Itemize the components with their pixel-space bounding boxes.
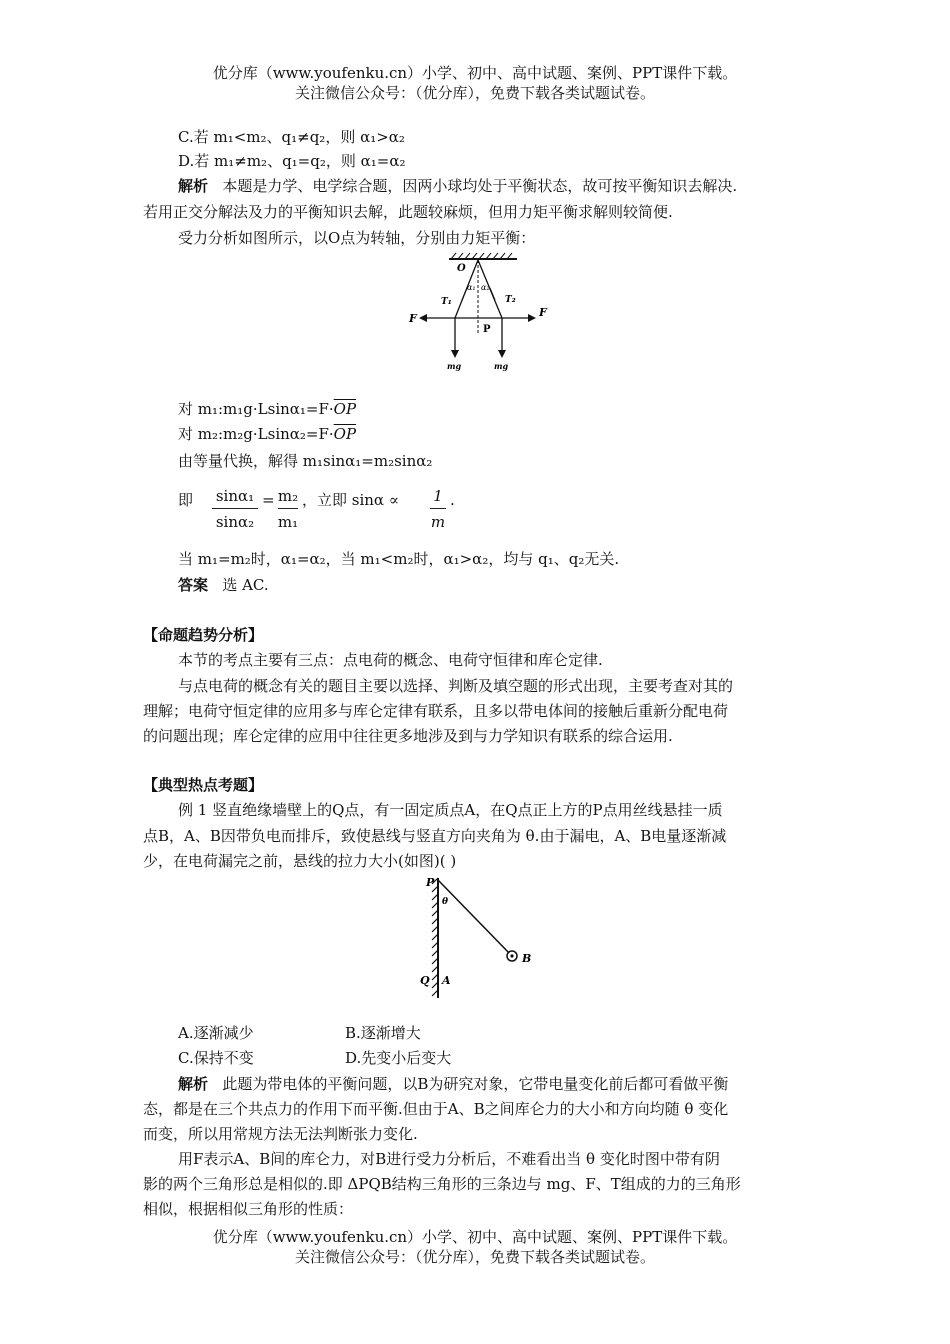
op-segment-1: $\overline{OP}$: [333, 400, 357, 418]
equation-substitution: 由等量代换，解得 m₁sinα₁=m₂sinα₂: [178, 452, 433, 470]
hot-analysis-text-1: 此题为带电体的平衡问题，以B为研究对象，它带电量变化前后都可看做平衡: [222, 1075, 729, 1093]
option-d-2: D.先变小后变大: [345, 1049, 452, 1067]
tension-arrow-2: [490, 288, 495, 300]
gravity-arrow-1: [451, 350, 459, 358]
frac1-num: sinα₁: [215, 487, 255, 505]
label-O: O: [457, 263, 466, 274]
option-d: D.若 m₁≠m₂、q₁=q₂，则 α₁=α₂: [178, 152, 406, 170]
equation-m2-text: 对 m₂:m₂g·Lsinα₂=F·: [178, 425, 334, 443]
label-F-right: F: [539, 306, 547, 319]
hot-para-l2: 影的两个三角形总是相似的.即 ΔPQB结构三角形的三条边与 mg、F、T组成的力的三角形: [143, 1175, 741, 1193]
trend-p1: 本节的考点主要有三点：点电荷的概念、电荷守恒律和库仑定律.: [178, 651, 603, 669]
frac3-den: m: [430, 513, 446, 531]
equals-sign: =: [262, 491, 275, 509]
answer-text: 选 AC.: [222, 576, 269, 594]
option-b-2: B.逐渐增大: [345, 1024, 421, 1042]
hot-para-l1: 用F表示A、B间的库仑力，对B进行受力分析后，不难看出当 θ 变化时图中带有阴: [178, 1150, 720, 1168]
op-segment-2: $\overline{OP}$: [333, 425, 357, 443]
label-P2: P: [426, 876, 435, 889]
hot-title: 【典型热点考题】: [143, 776, 264, 794]
force-arrow-left: [419, 314, 427, 322]
example-l3: 少，在电荷漏完之前，悬线的拉力大小(如图)( ): [143, 852, 457, 870]
ball-B-center: [510, 954, 513, 957]
example-l1: 例 1 竖直绝缘墙壁上的Q点，有一固定质点A，在Q点正上方的P点用丝线悬挂一质: [178, 801, 723, 819]
label-P: P: [483, 324, 491, 335]
footer-line-2: 关注微信公众号：（优分库），免费下载各类试题试卷。: [294, 1248, 655, 1266]
analysis-line-1: [178, 175, 737, 197]
equation-m2: [178, 423, 356, 445]
trend-p2-l2: 理解；电荷守恒定律的应用多与库仑定律有联系，且多以带电体间的接触后重新分配电荷: [143, 702, 729, 720]
label-theta: θ: [442, 897, 449, 907]
frac-period: .: [450, 491, 455, 509]
label-T2: T₂: [505, 295, 516, 305]
trend-p2-l3: 的问题出现；库仑定律的应用中往往更多地涉及到与力学知识有联系的综合运用.: [143, 727, 673, 745]
analysis-label: 解析: [178, 177, 209, 195]
header-line-2: 关注微信公众号：（优分库），免费下载各类试题试卷。: [294, 84, 655, 102]
label-mg-2: mg: [494, 361, 509, 371]
label-F-left: F: [409, 312, 417, 325]
frac3-num: 1: [433, 487, 443, 505]
ji-label: 即: [178, 491, 194, 509]
thread-PB: [438, 880, 512, 956]
header-line-1: 优分库（www.youfenku.cn）小学、初中、高中试题、案例、PPT课件下载。: [212, 64, 738, 82]
hot-para-l3: 相似，根据相似三角形的性质：: [143, 1200, 354, 1218]
force-analysis-text: 受力分析如图所示，以O点为转轴，分别由力矩平衡：: [178, 229, 536, 247]
frac1-line: [212, 508, 258, 509]
torque-diagram: [405, 252, 555, 378]
option-c: C.若 m₁<m₂、q₁≠q₂，则 α₁>α₂: [178, 128, 405, 146]
label-Q: Q: [420, 974, 430, 987]
example-l2: 点B，A、B因带负电而排斥，致使悬线与竖直方向夹角为 θ.由于漏电，A、B电量逐渐减: [143, 827, 727, 845]
analysis-text-1: 本题是力学、电学综合题，因两小球均处于平衡状态，故可按平衡知识去解决.: [222, 177, 738, 195]
label-alpha2: α₂: [481, 283, 490, 292]
hot-analysis-l3: 而变，所以用常规方法无法判断张力变化.: [143, 1125, 418, 1143]
frac2-num: m₂: [277, 487, 299, 505]
analysis-line-2: 若用正交分解法及力的平衡知识去解，此题较麻烦，但用力矩平衡求解则较简便.: [143, 203, 673, 221]
wall-pendulum-diagram: [410, 872, 550, 1002]
hot-analysis-label: 解析: [178, 1075, 209, 1093]
equation-m1-text: 对 m₁:m₁g·Lsinα₁=F·: [178, 400, 334, 418]
hot-analysis-l1: [178, 1073, 728, 1095]
trend-p2-l1: 与点电荷的概念有关的题目主要以选择、判断及填空题的形式出现，主要考查对其的: [178, 677, 734, 695]
frac2-den: m₁: [277, 513, 299, 531]
gravity-arrow-2: [498, 350, 506, 358]
option-a-2: A.逐渐减少: [178, 1024, 254, 1042]
force-arrow-right: [528, 314, 536, 322]
option-c-2: C.保持不变: [178, 1049, 254, 1067]
answer-line: [178, 574, 269, 596]
label-T1: T₁: [441, 297, 452, 307]
frac1-den: sinα₂: [215, 513, 255, 531]
footer-line-1: 优分库（www.youfenku.cn）小学、初中、高中试题、案例、PPT课件下载。: [212, 1228, 738, 1246]
conclusion-line: 当 m₁=m₂时，α₁=α₂，当 m₁<m₂时，α₁>α₂，均与 q₁、q₂无关.: [178, 550, 620, 568]
equation-m1: [178, 398, 356, 420]
answer-label: 答案: [178, 576, 209, 594]
label-A: A: [442, 974, 451, 987]
label-mg-1: mg: [447, 361, 462, 371]
hot-analysis-l2: 态，都是在三个共点力的作用下而平衡.但由于A、B之间库仑力的大小和方向均随 θ 变化: [143, 1100, 729, 1118]
label-B: B: [522, 952, 532, 965]
label-alpha1: α₁: [467, 283, 476, 292]
frac3-line: [430, 508, 446, 509]
proportional-text: ，立即 sinα ∝: [302, 491, 399, 509]
frac2-line: [278, 508, 298, 509]
trend-title: 【命题趋势分析】: [143, 626, 264, 644]
